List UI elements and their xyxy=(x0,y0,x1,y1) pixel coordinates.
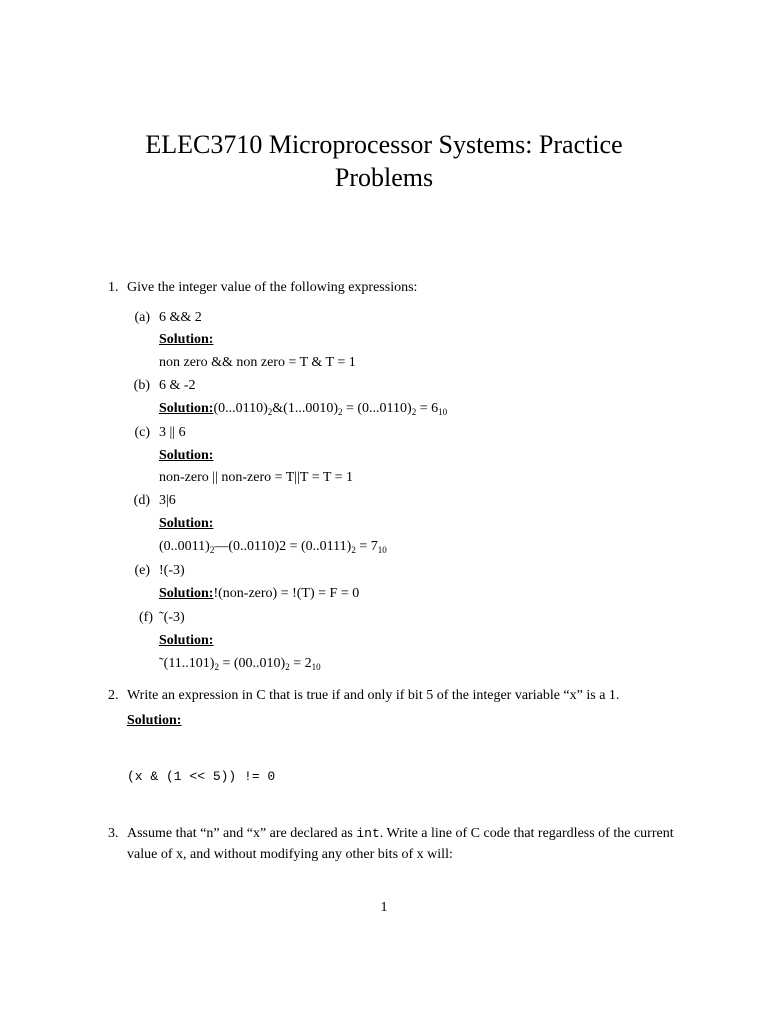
part-expression: ˜(-3) xyxy=(159,610,185,625)
solution-label: Solution: xyxy=(159,633,214,648)
solution-label: Solution: xyxy=(159,448,214,463)
math-term: = 7 xyxy=(355,539,378,554)
math-term: = 6 xyxy=(416,401,439,416)
math-subscript: 2 xyxy=(411,407,417,417)
page-number: 1 xyxy=(380,900,388,915)
question-text: Give the integer value of the following expressions: xyxy=(127,280,418,295)
solution-label: Solution: xyxy=(127,713,182,728)
solution-text: non zero && non zero = T & T = 1 xyxy=(159,355,356,370)
part-label: (c) xyxy=(134,425,150,440)
math-term: —(0..0110)2 = (0..0111) xyxy=(214,539,352,554)
title-line-1: ELEC3710 Microprocessor Systems: Practice xyxy=(145,130,623,159)
question-text: Write an expression in C that is true if and only if bit 5 of the integer variable “x” is a 1. xyxy=(127,688,620,703)
math-term: (0..0011) xyxy=(159,539,210,554)
inline-code: int xyxy=(356,826,380,841)
part-expression: 6 && 2 xyxy=(159,310,202,325)
math-subscript: 10 xyxy=(377,545,387,555)
part-label: (b) xyxy=(133,378,150,393)
question-text: Assume that “n” and “x” are declared as xyxy=(127,826,357,841)
solution-text: non-zero || non-zero = T||T = T = 1 xyxy=(159,470,354,485)
solution-line xyxy=(159,539,387,555)
part-label: (d) xyxy=(133,493,150,508)
question-number: 2. xyxy=(108,688,119,703)
math-subscript: 10 xyxy=(311,662,321,672)
part-label: (e) xyxy=(134,563,150,578)
math-subscript: 2 xyxy=(267,407,273,417)
math-term: = (00..010) xyxy=(218,656,286,671)
code-block: (x & (1 << 5)) != 0 xyxy=(127,769,276,784)
math-term: (0...0110) xyxy=(213,401,268,416)
math-term: &(1...0010) xyxy=(272,401,338,416)
solution-text: !(non-zero) = !(T) = F = 0 xyxy=(213,586,360,601)
solution-label: Solution: xyxy=(159,586,214,601)
math-subscript: 2 xyxy=(214,662,219,672)
math-subscript: 2 xyxy=(338,407,343,417)
solution-line xyxy=(159,401,447,417)
page-title xyxy=(0,128,768,194)
math-term: ˜(11..101) xyxy=(159,656,215,671)
solution-label: Solution: xyxy=(159,332,214,347)
math-term: = 2 xyxy=(289,656,312,671)
part-label: (f) xyxy=(139,610,153,625)
title-line-2: Problems xyxy=(334,163,434,192)
part-expression: 3|6 xyxy=(159,493,176,508)
solution-label: Solution: xyxy=(159,401,214,416)
question-2 xyxy=(108,687,619,705)
math-subscript: 2 xyxy=(209,545,215,555)
question-number: 1. xyxy=(108,280,119,295)
solution-line xyxy=(159,656,321,672)
question-3-number xyxy=(108,825,127,843)
math-subscript: 2 xyxy=(285,662,290,672)
math-subscript: 10 xyxy=(438,407,448,417)
question-text: . Write a line of C code that regardless of the current value of x, and without modifying any other bits of x will: xyxy=(127,826,674,862)
solution-label: Solution: xyxy=(159,516,214,531)
math-subscript: 2 xyxy=(351,545,356,555)
part-expression: 3 || 6 xyxy=(159,425,186,440)
question-3-text xyxy=(127,823,687,865)
solution-line xyxy=(159,586,359,602)
question-1 xyxy=(108,279,417,297)
part-label: (a) xyxy=(134,310,150,325)
part-expression: 6 & -2 xyxy=(159,378,196,393)
part-expression: !(-3) xyxy=(159,563,185,578)
math-term: = (0...0110) xyxy=(342,401,412,416)
question-number: 3. xyxy=(108,826,119,841)
